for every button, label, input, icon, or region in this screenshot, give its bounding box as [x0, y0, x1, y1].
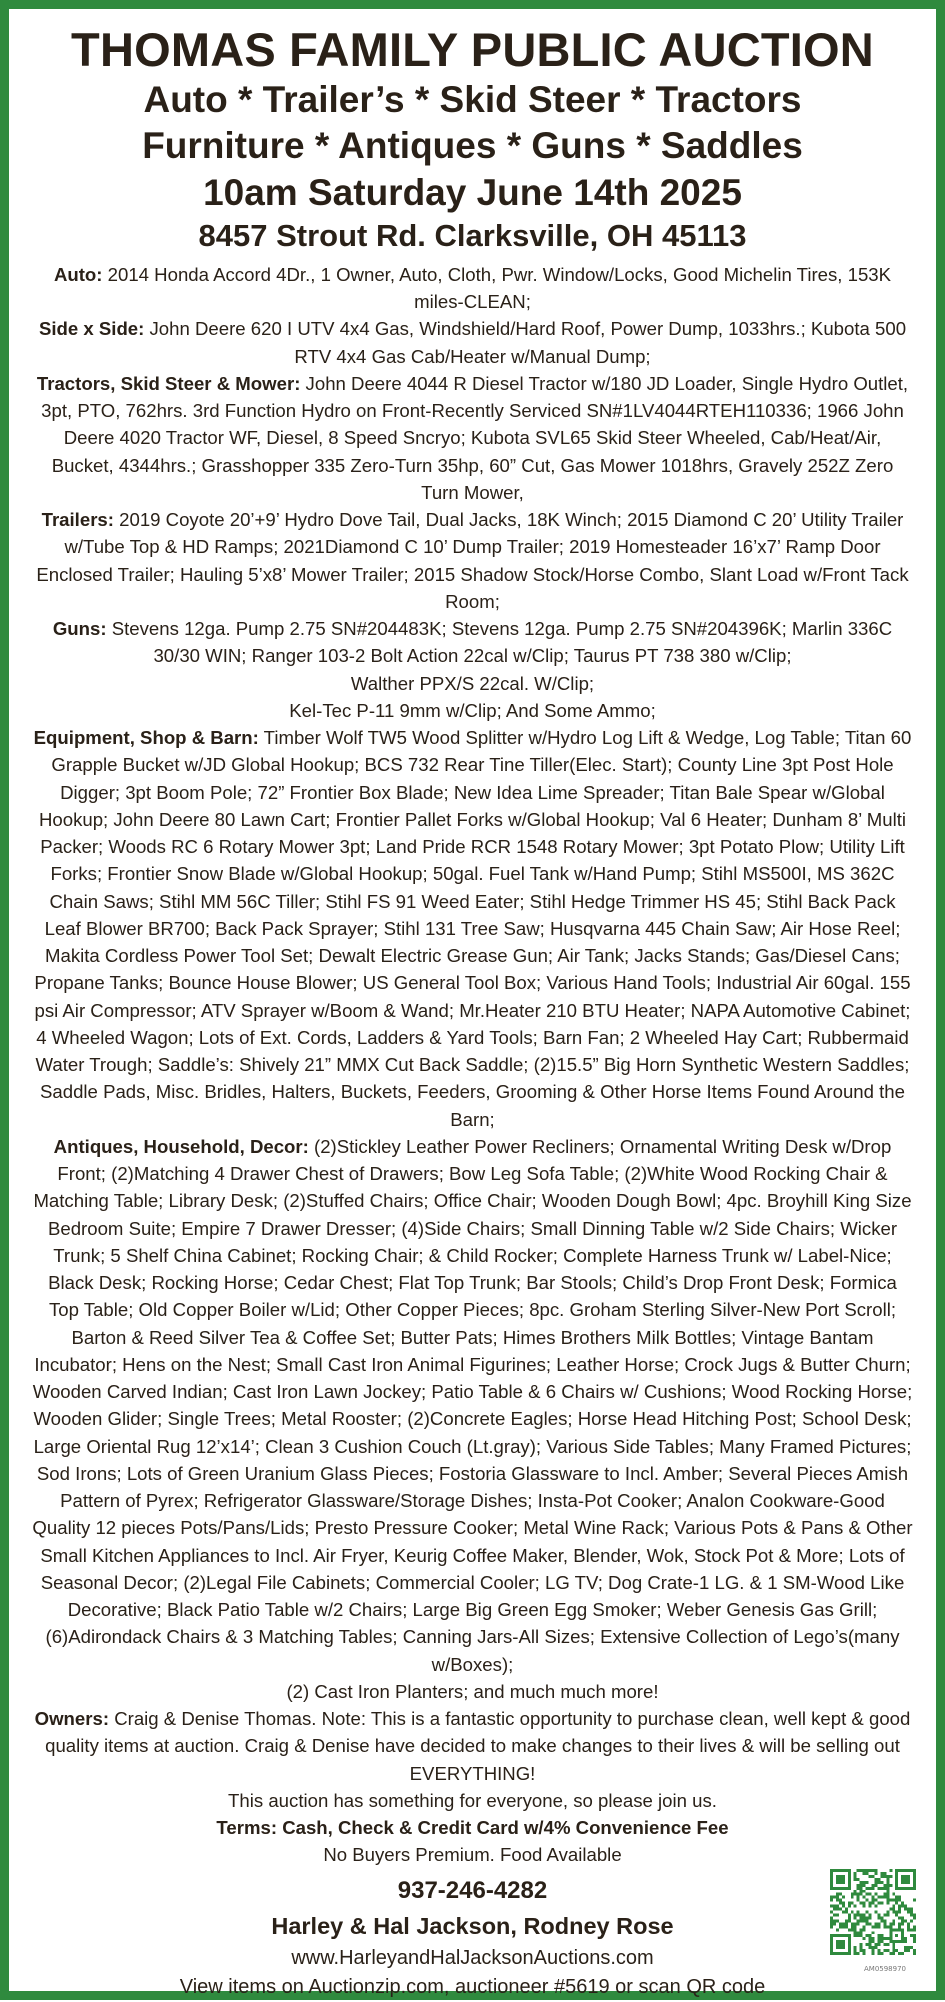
view-items-text: View items on Auctionzip.com, auctioneer #5619 or scan QR code — [179, 1975, 766, 1998]
section-label: Owners: — [34, 1708, 110, 1729]
section-label: Tractors, Skid Steer & Mower: — [36, 372, 301, 394]
section-text: (2)Stickley Leather Power Recliners; Ornamental Writing Desk w/Drop Front; (2)Matching 4 Drawer Chest of Drawers; Bow Leg Sofa Table; (2)White Wood Rocking Chair & Matching Table; Library Desk; (2)Stuffed Chairs; Office Chair; Wooden Dough Bowl; 4pc. Broyhill King Size Bedroom Suite; Empire 7 Drawer Dresser; (4)Side Chairs; Small Dinning Table w/2 Side Chairs; Wicker Trunk; 5 Shelf China Cabinet; Rocking Chair; & Child Rocker; Complete Harness Trunk w/ Label-Nice; Black Desk; Rocking Horse; Cedar Chest; Flat Top Trunk; Bar Stools; Child’s Drop Front Desk; Formica Top Table; Old Copper Boiler w/Lid; Other Copper Pieces; 8pc. Groham Sterling Silver-New Port Scroll; Barton & Reed Silver Tea & Coffee Set; Butter Pats; Himes Brothers Milk Bottles; Vintage Bantam Incubator; Hens on the Nest; Small Cast Iron Animal Figurines; Leather Horse; Crock Jugs & Butter Churn; Wooden Carved Indian; Cast Iron Lawn Jockey; Patio Table & 6 Chairs w/ Cushions; Wood Rocking Horse; Wooden Glider; Single Trees; Metal Rooster; (2)Concrete Eagles; Horse Head Hitching Post; School Desk; Large Oriental Rug 12’x14’; Clean 3 Cushion Couch (Lt.gray); Various Side Tables; Many Framed Pictures; Sod Irons; Lots of Green Uranium Glass Pieces; Fostoria Glassware to Incl. Amber; Several Pieces Amish Pattern of Pyrex; Refrigerator Glassware/Storage Dishes; Insta-Pot Cooker; Analon Cookware-Good Quality 12 pieces Pots/Pans/Lids; Presto Pressure Cooker; Metal Wine Rack; Various Pots & Pans & Other Small Kitchen Appliances to Incl. Air Fryer, Keurig Coffee Maker, Blender, Wok, Stock Pot & More; Lots of Seasonal Decor; (2)Legal File Cabinets; Commercial Cooler; LG TV; Dog Crate-1 LG. & 1 SM-Wood Like Decorative; Black Patio Table w/2 Chairs; Large Big Green Egg Smoker; Weber Genesis Gas Grill; (6)Adirondack Chairs & 3 Matching Tables; Canning Jars-All Sizes; Extensive Collection of Lego’s(many w/Boxes); — [32, 1135, 913, 1675]
section-label: Trailers: — [41, 509, 114, 530]
antiques-line-2: (2) Cast Iron Planters; and much much more! — [286, 1680, 659, 1702]
section-owners — [32, 1705, 913, 1787]
terms: Terms: Cash, Check & Credit Card w/4% Convenience Fee — [216, 1817, 729, 1838]
guns-line-2: Walther PPX/S 22cal. W/Clip; — [350, 672, 595, 694]
owners-line-2: This auction has something for everyone, so please join us. — [228, 1789, 717, 1811]
section-tractors — [32, 370, 913, 506]
website-link[interactable]: www.HarleyandHalJacksonAuctions.com — [291, 1946, 654, 1969]
section-auto — [32, 261, 913, 316]
subtitle-line-1: Auto * Trailer’s * Skid Steer * Tractors — [143, 78, 802, 120]
auctioneer-names: Harley & Hal Jackson, Rodney Rose — [271, 1912, 674, 1939]
buyers-premium: No Buyers Premium. Food Available — [323, 1844, 622, 1866]
phone-number: 937-246-4282 — [397, 1876, 548, 1904]
guns-line-3: Kel-Tec P-11 9mm w/Clip; And Some Ammo; — [289, 699, 656, 721]
auction-address: 8457 Strout Rd. Clarksville, OH 45113 — [198, 218, 747, 254]
subtitle-line-2: Furniture * Antiques * Guns * Saddles — [142, 125, 803, 167]
section-trailers — [32, 506, 913, 615]
section-label: Equipment, Shop & Barn: — [33, 727, 259, 748]
section-side-x-side — [32, 315, 913, 370]
ad-content — [18, 18, 927, 1998]
auction-date: 10am Saturday June 14th 2025 — [203, 171, 742, 213]
section-guns — [32, 615, 913, 670]
section-text: 2019 Coyote 20’+9’ Hydro Dove Tail, Dual Jacks, 18K Winch; 2015 Diamond C 20’ Utility Trailer w/Tube Top & HD Ramps; 2021Diamond C 10’ Dump Trailer; 2019 Homesteader 16’x7’ Ramp Door Enclosed Trailer; Hauling 5’x8’ Mower Trailer; 2015 Shadow Stock/Horse Combo, Slant Load w/Front Tack Room; — [36, 509, 909, 612]
listing-body — [32, 261, 913, 1869]
section-label: Guns: — [52, 618, 107, 639]
section-text: John Deere 620 I UTV 4x4 Gas, Windshield/Hard Roof, Power Dump, 1033hrs.; Kubota 500 RTV 4x4 Gas Cab/Heater w/Manual Dump; — [144, 318, 907, 367]
section-equipment — [32, 724, 913, 1133]
section-text: Timber Wolf TW5 Wood Splitter w/Hydro Log Lift & Wedge, Log Table; Titan 60 Grapple Bucket w/JD Global Hookup; BCS 732 Rear Tine Tiller(Elec. Start); County Line 3pt Post Hole Digger; 3pt Boom Pole; 72” Frontier Box Blade; New Idea Lime Spreader; Titan Bale Spear w/Global Hookup; John Deere 80 Lawn Cart; Frontier Pallet Forks w/Global Hookup; Val 6 Heater; Dunham 8’ Multi Packer; Woods RC 6 Rotary Mower 3pt; Land Pride RCR 1548 Rotary Mower; 3pt Potato Plow; Utility Lift Forks; Frontier Snow Blade w/Global Hookup; 50gal. Fuel Tank w/Hand Pump; Stihl MS500I, MS 362C Chain Saws; Stihl MM 56C Tiller; Stihl FS 91 Weed Eater; Stihl Hedge Trimmer HS 45; Stihl Back Pack Leaf Blower BR700; Back Pack Sprayer; Stihl 131 Tree Saw; Husqvarna 445 Chain Saw; Air Hose Reel; Makita Cordless Power Tool Set; Dewalt Electric Grease Gun; Air Tank; Jacks Stands; Gas/Diesel Cans; Propane Tanks; Bounce House Blower; US General Tool Box; Various Hand Tools; Industrial Air 60gal. 155 psi Air Compressor; ATV Sprayer w/Boom & Wand; Mr.Heater 210 BTU Heater; NAPA Automotive Cabinet; 4 Wheeled Wagon; Lots of Ext. Cords, Ladders & Yard Tools; Barn Fan; 2 Wheeled Hay Cart; Rubbermaid Water Trough; Saddle’s: Shively 21” MMX Cut Back Saddle; (2)15.5” Big Horn Synthetic Western Saddles; Saddle Pads, Misc. Bridles, Halters, Buckets, Feeders, Grooming & Other Horse Items Found Around the Barn; — [34, 727, 912, 1130]
qr-caption: AM0598970 — [863, 1965, 906, 1973]
section-text: John Deere 4044 R Diesel Tractor w/180 JD Loader, Single Hydro Outlet, 3pt, PTO, 762hrs. 3rd Function Hydro on Front-Recently Serviced SN#1LV4044RTEH110336; 1966 John Deere 4020 Tractor WF, Diesel, 8 Speed Sncryo; Kubota SVL65 Skid Steer Wheeled, Cab/Heat/Air, Bucket, 4344hrs.; Grasshopper 335 Zero-Turn 35hp, 60” Cut, Gas Mower 1018hrs, Gravely 252Z Zero Turn Mower, — [41, 372, 909, 503]
section-text: Stevens 12ga. Pump 2.75 SN#204483K; Stevens 12ga. Pump 2.75 SN#204396K; Marlin 336C 30/30 WIN; Ranger 103-2 Bolt Action 22cal w/Clip; Taurus PT 738 380 w/Clip; — [106, 618, 893, 667]
qr-code-icon[interactable] — [830, 1869, 916, 1955]
section-text: Craig & Denise Thomas. Note: This is a fantastic opportunity to purchase clean, well kept & good quality items at auction. Craig & Denise have decided to make changes to their lives & will be selling out EVERYTHING! — [45, 1708, 911, 1784]
section-label: Auto: — [53, 263, 103, 285]
section-text: 2014 Honda Accord 4Dr., 1 Owner, Auto, Cloth, Pwr. Window/Locks, Good Michelin Tires, 153K miles-CLEAN; — [102, 263, 892, 312]
section-label: Side x Side: — [38, 318, 145, 340]
auction-title: THOMAS FAMILY PUBLIC AUCTION — [71, 23, 874, 76]
section-label: Antiques, Household, Decor: — [53, 1135, 309, 1157]
section-antiques — [32, 1133, 913, 1678]
